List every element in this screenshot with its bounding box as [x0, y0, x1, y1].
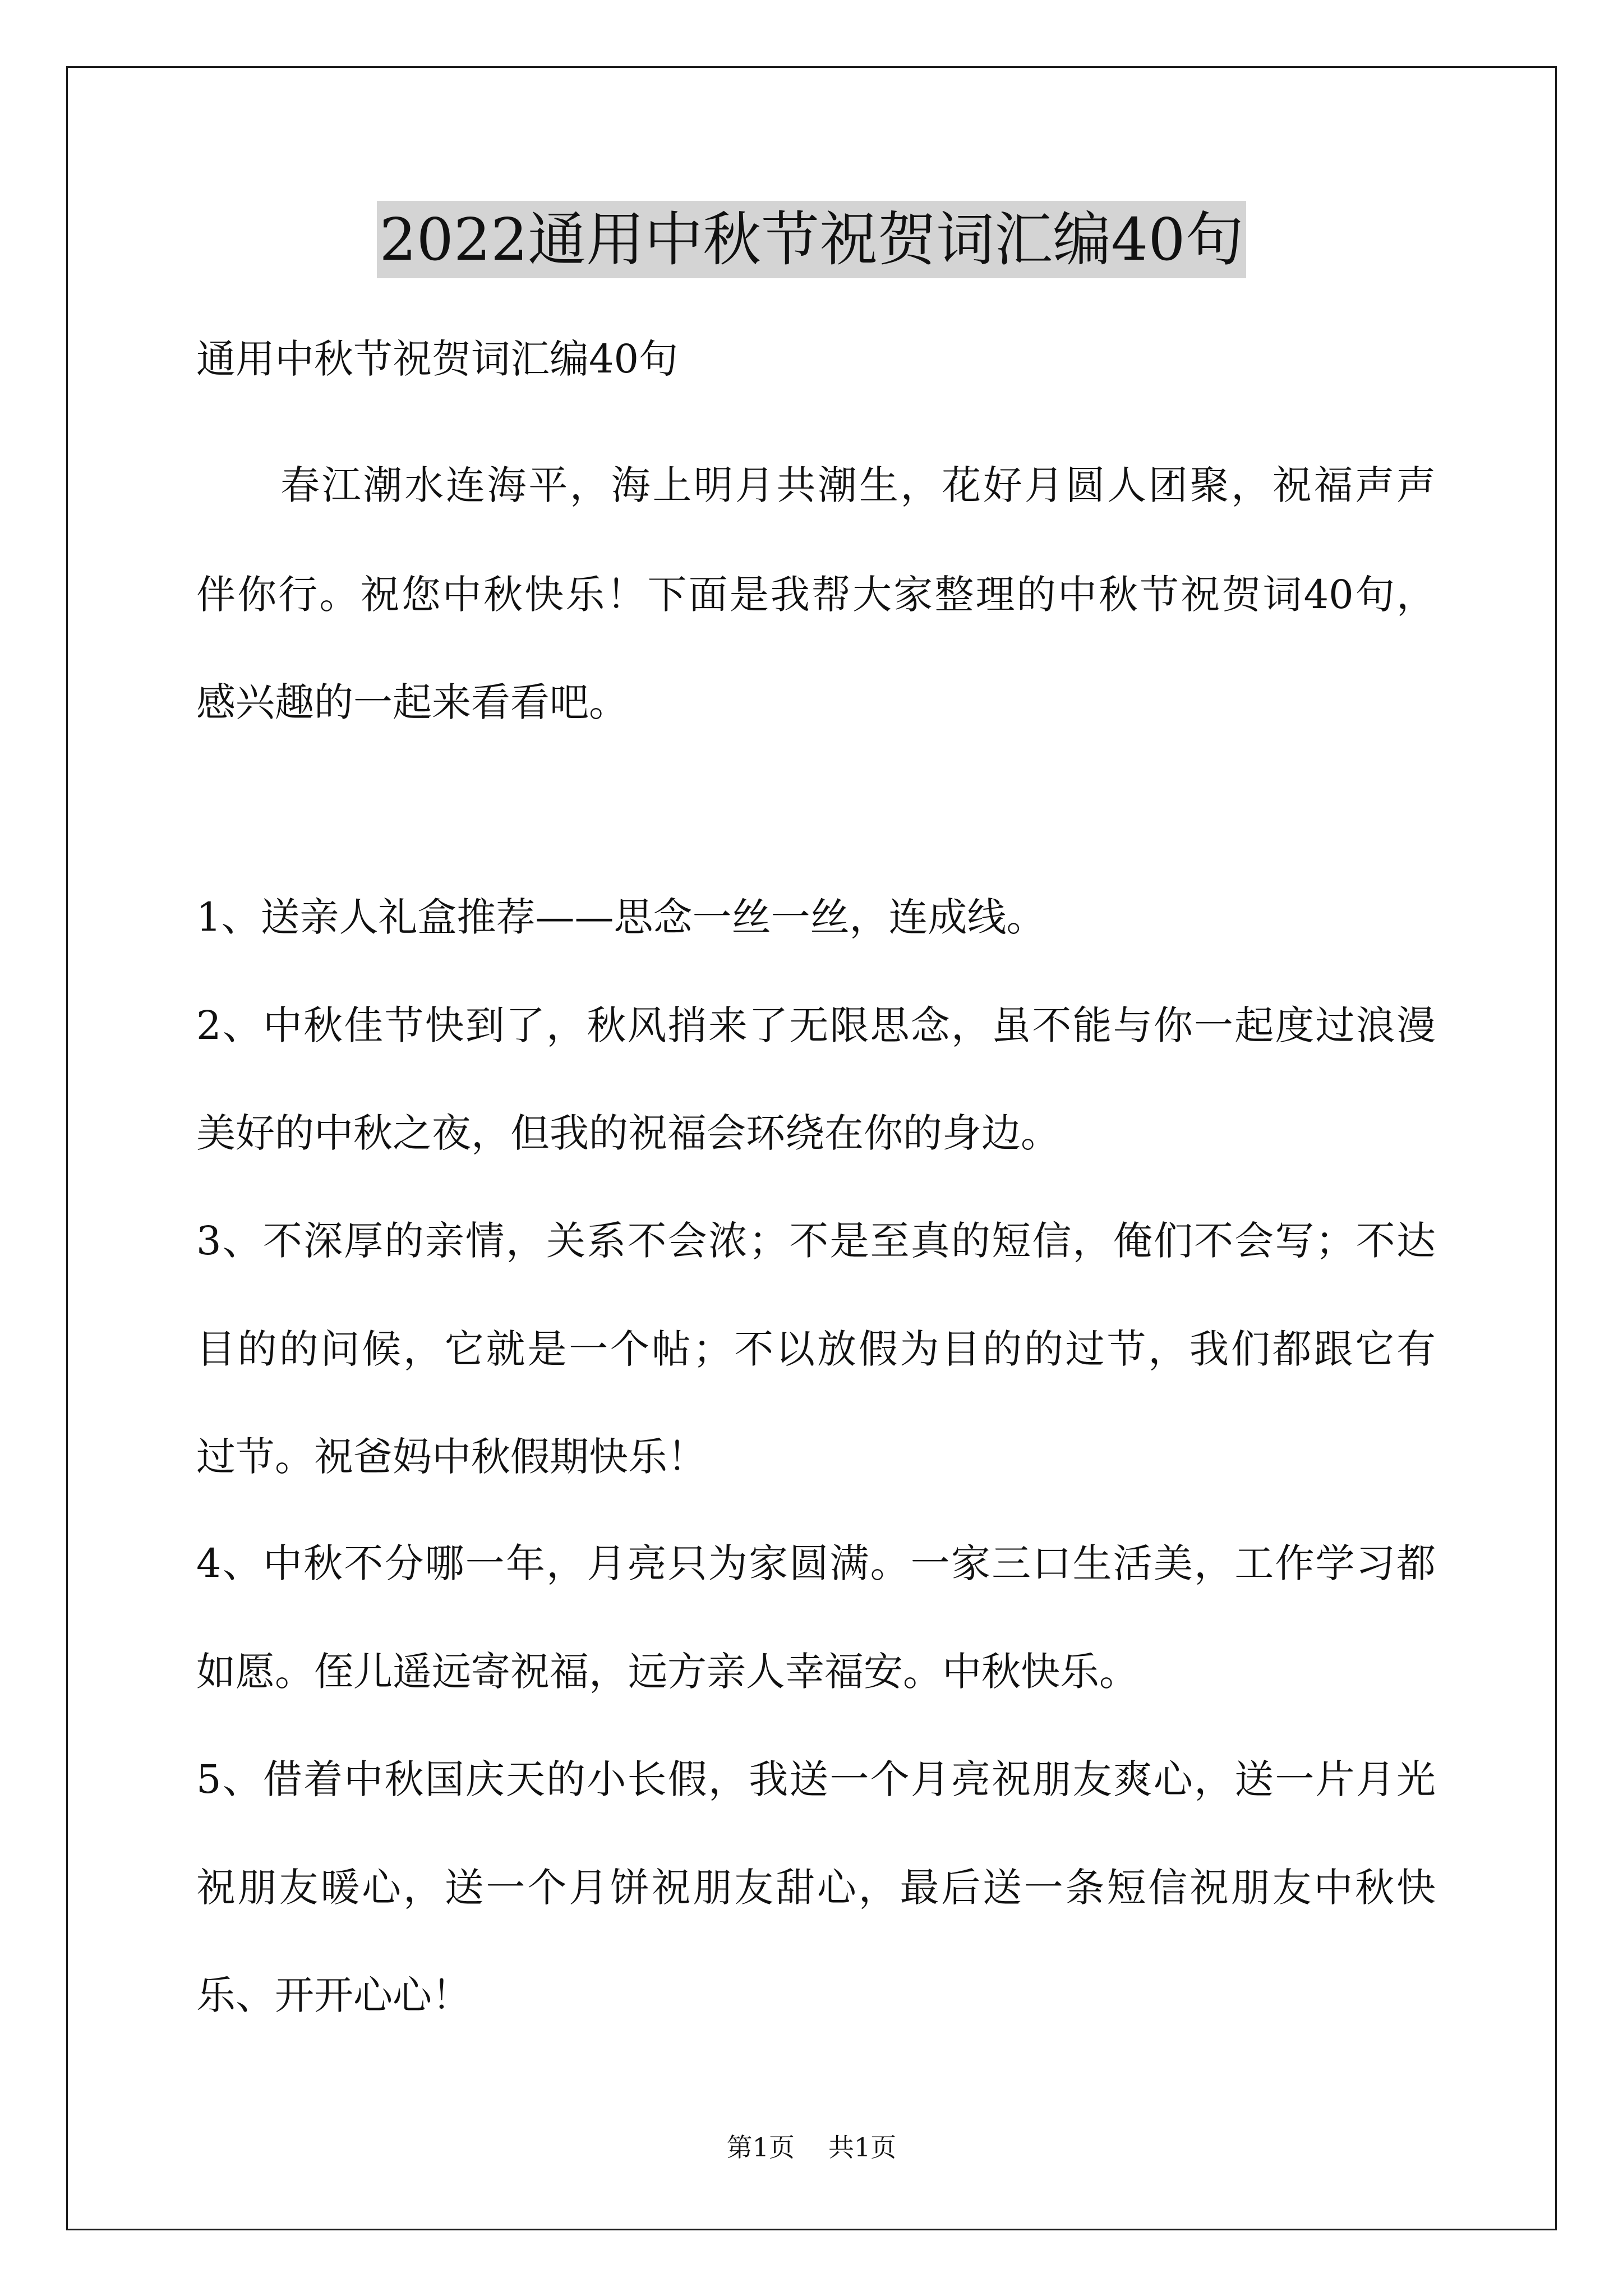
- page-number: 第1页: [726, 2132, 795, 2162]
- list-item-line: 4、中秋不分哪一年，月亮只为家圆满。一家三口生活美，工作学习都: [196, 1540, 1436, 1586]
- list-item-line: 1、送亲人礼盒推荐——思念一丝一丝，连成线。: [196, 894, 1046, 940]
- list-item-line: 美好的中秋之夜，但我的祝福会环绕在你的身边。: [196, 1110, 1060, 1156]
- list-item-line: 祝朋友暖心，送一个月饼祝朋友甜心，最后送一条短信祝朋友中秋快: [196, 1865, 1436, 1911]
- intro-line: 感兴趣的一起来看看吧。: [196, 679, 628, 725]
- page-total: 共1页: [828, 2132, 897, 2162]
- list-item-line: 5、借着中秋国庆天的小长假，我送一个月亮祝朋友爽心，送一片月光: [196, 1756, 1436, 1802]
- list-item-line: 目的的问候，它就是一个帖；不以放假为目的的过节，我们都跟它有: [196, 1326, 1436, 1372]
- document-subtitle: 通用中秋节祝贺词汇编40句: [196, 336, 679, 382]
- list-item-line: 3、不深厚的亲情，关系不会浓；不是至真的短信，俺们不会写；不达: [196, 1218, 1436, 1264]
- page-footer: [0, 2131, 1623, 2164]
- document-title: 2022通用中秋节祝贺词汇编40句: [377, 201, 1246, 278]
- intro-line: 春江潮水连海平，海上明月共潮生，花好月圆人团聚，祝福声声: [280, 462, 1436, 508]
- list-item-line: 2、中秋佳节快到了，秋风捎来了无限思念，虽不能与你一起度过浪漫: [196, 1002, 1436, 1048]
- intro-line: 伴你行。祝您中秋快乐！下面是我帮大家整理的中秋节祝贺词40句，: [196, 572, 1436, 618]
- list-item-line: 乐、开开心心！: [196, 1972, 471, 2018]
- title-container: [0, 201, 1623, 278]
- list-item-line: 如愿。侄儿遥远寄祝福，远方亲人幸福安。中秋快乐。: [196, 1649, 1138, 1695]
- list-item-line: 过节。祝爸妈中秋假期快乐！: [196, 1434, 707, 1480]
